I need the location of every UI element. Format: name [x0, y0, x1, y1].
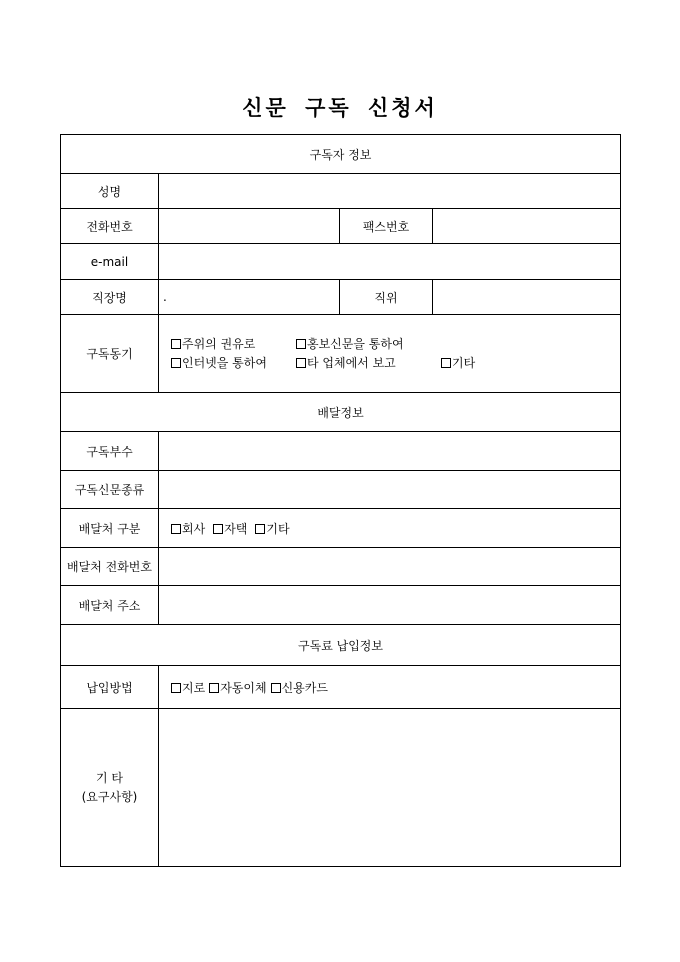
motive-option-internet[interactable]: 인터넷을 통하여	[171, 354, 296, 373]
name-label: 성명	[61, 174, 159, 209]
motive-label: 구독동기	[61, 315, 159, 393]
delivery-type-label: 배달처 구분	[61, 509, 159, 548]
paper-type-field[interactable]	[159, 471, 621, 509]
motive-options-line-2	[171, 354, 608, 373]
checkbox-icon[interactable]	[171, 339, 181, 349]
section-delivery-info: 배달정보	[61, 393, 621, 432]
checkbox-icon[interactable]	[209, 683, 219, 693]
section-payment-info: 구독료 납입정보	[61, 625, 621, 666]
paper-type-label: 구독신문종류	[61, 471, 159, 509]
workplace-field[interactable]: .	[159, 280, 340, 315]
email-field[interactable]	[159, 244, 621, 280]
checkbox-icon[interactable]	[271, 683, 281, 693]
checkbox-icon[interactable]	[296, 339, 306, 349]
checkbox-icon[interactable]	[213, 524, 223, 534]
checkbox-icon[interactable]	[171, 683, 181, 693]
delivery-address-label: 배달처 주소	[61, 586, 159, 625]
checkbox-icon[interactable]	[441, 358, 451, 368]
etc-label-line-2: (요구사항)	[81, 789, 138, 804]
checkbox-icon[interactable]	[171, 358, 181, 368]
payment-option-giro[interactable]: 지로	[171, 679, 205, 696]
form-title: 신문 구독 신청서	[242, 95, 438, 120]
delivery-option-etc[interactable]: 기타	[255, 520, 289, 537]
subscription-form	[60, 134, 621, 867]
payment-option-credit-card[interactable]: 신용카드	[271, 679, 328, 696]
section-subscriber-info: 구독자 정보	[61, 135, 621, 174]
etc-label-line-1: 기 타	[96, 770, 123, 785]
motive-option-etc[interactable]: 기타	[441, 354, 475, 373]
etc-requests-field[interactable]	[159, 709, 621, 867]
payment-method-label: 납입방법	[61, 666, 159, 709]
copies-field[interactable]	[159, 432, 621, 471]
position-field[interactable]	[433, 280, 621, 315]
position-label: 직위	[340, 280, 433, 315]
fax-field[interactable]	[433, 209, 621, 244]
delivery-type-options	[159, 509, 621, 548]
workplace-label: 직장명	[61, 280, 159, 315]
copies-label: 구독부수	[61, 432, 159, 471]
delivery-phone-field[interactable]	[159, 548, 621, 586]
checkbox-icon[interactable]	[171, 524, 181, 534]
checkbox-icon[interactable]	[296, 358, 306, 368]
delivery-option-home[interactable]: 자택	[213, 520, 247, 537]
motive-options	[159, 315, 621, 393]
delivery-option-company[interactable]: 회사	[171, 520, 205, 537]
payment-method-options	[159, 666, 621, 709]
name-field[interactable]	[159, 174, 621, 209]
delivery-phone-label: 배달처 전화번호	[61, 548, 159, 586]
motive-options-line-1	[171, 335, 608, 354]
motive-option-recommendation[interactable]: 주위의 권유로	[171, 335, 296, 354]
phone-label: 전화번호	[61, 209, 159, 244]
email-label: e-mail	[61, 244, 159, 280]
motive-option-other-company[interactable]: 타 업체에서 보고	[296, 354, 441, 373]
delivery-address-field[interactable]	[159, 586, 621, 625]
etc-label	[61, 709, 159, 867]
phone-field[interactable]	[159, 209, 340, 244]
checkbox-icon[interactable]	[255, 524, 265, 534]
payment-option-auto-transfer[interactable]: 자동이체	[209, 679, 266, 696]
motive-option-promo-paper[interactable]: 홍보신문을 통하여	[296, 335, 404, 354]
fax-label: 팩스번호	[340, 209, 433, 244]
